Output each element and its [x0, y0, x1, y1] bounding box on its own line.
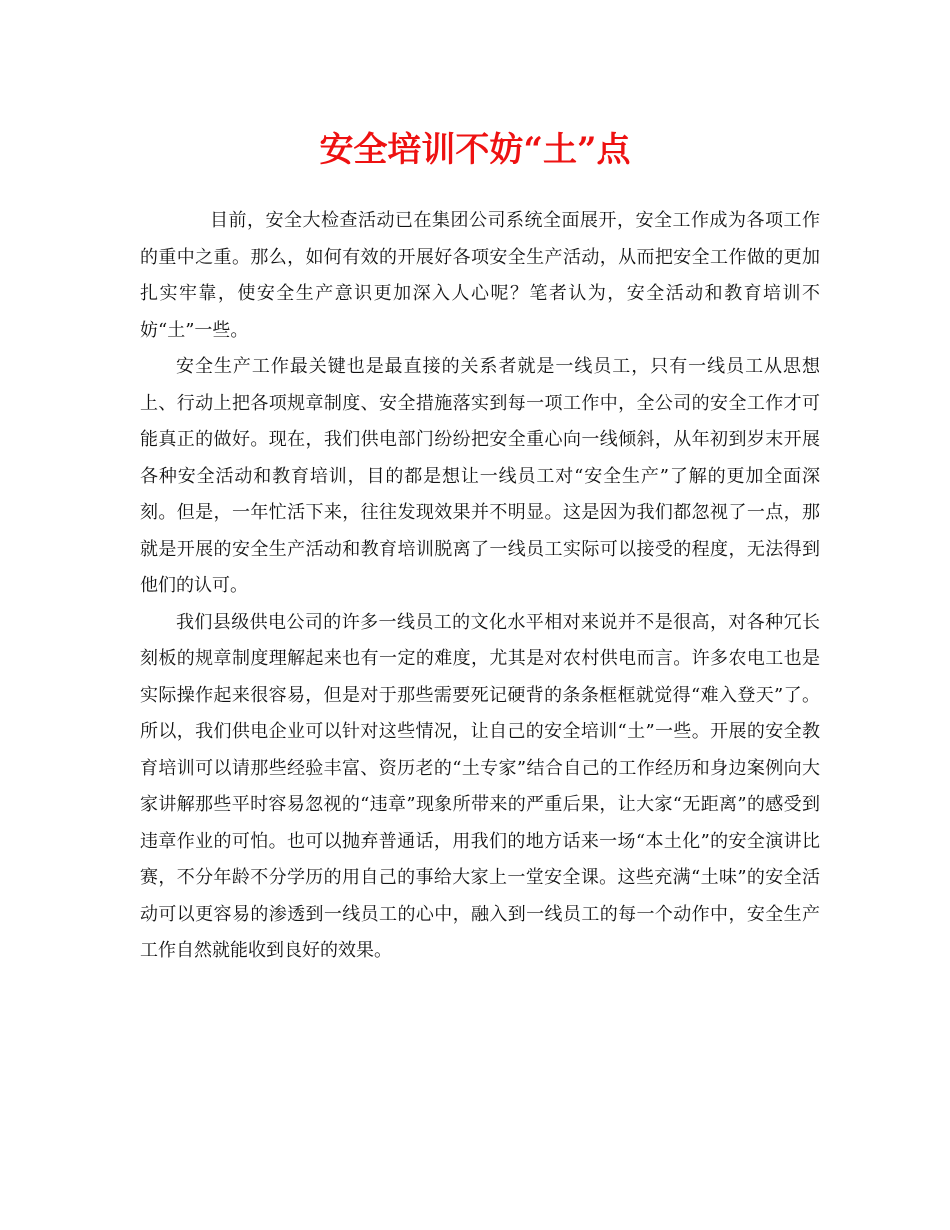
document-title: 安全培训不妨“土”点 — [319, 130, 631, 170]
document-body — [140, 203, 820, 970]
paragraph-3: 我们县级供电公司的许多一线员工的文化水平相对来说并不是很高，对各种冗长刻板的规章制度理解起来也有一定的难度，尤其是对农村供电而言。许多农电工也是实际操作起来很容易，但是对于那些需要死记硬背的条条框框就觉得“难入登天”了。所以，我们供电企业可以针对这些情况，让自己的安全培训“土”一些。开展的安全教育培训可以请那些经验丰富、资历老的“土专家”结合自己的工作经历和身边案例向大家讲解那些平时容易忽视的“违章”现象所带来的严重后果，让大家“无距离”的感受到违章作业的可怕。也可以抛弃普通话，用我们的地方话来一场“本土化”的安全演讲比赛，不分年龄不分学历的用自己的事给大家上一堂安全课。这些充满“土味”的安全活动可以更容易的渗透到一线员工的心中，融入到一线员工的每一个动作中，安全生产工作自然就能收到良好的效果。 — [140, 611, 820, 961]
paragraph-1: 目前，安全大检查活动已在集团公司系统全面展开，安全工作成为各项工作的重中之重。那么，如何有效的开展好各项安全生产活动，从而把安全工作做的更加扎实牢靠，使安全生产意识更加深入人心呢？笔者认为，安全活动和教育培训不妨“土”一些。 — [140, 210, 820, 341]
paragraph-2: 安全生产工作最关键也是最直接的关系者就是一线员工，只有一线员工从思想上、行动上把各项规章制度、安全措施落实到每一项工作中，全公司的安全工作才可能真正的做好。现在，我们供电部门纷纷把安全重心向一线倾斜，从年初到岁末开展各种安全活动和教育培训，目的都是想让一线员工对“安全生产”了解的更加全面深刻。但是，一年忙活下来，往往发现效果并不明显。这是因为我们都忽视了一点，那就是开展的安全生产活动和教育培训脱离了一线员工实际可以接受的程度，无法得到他们的认可。 — [140, 356, 820, 596]
